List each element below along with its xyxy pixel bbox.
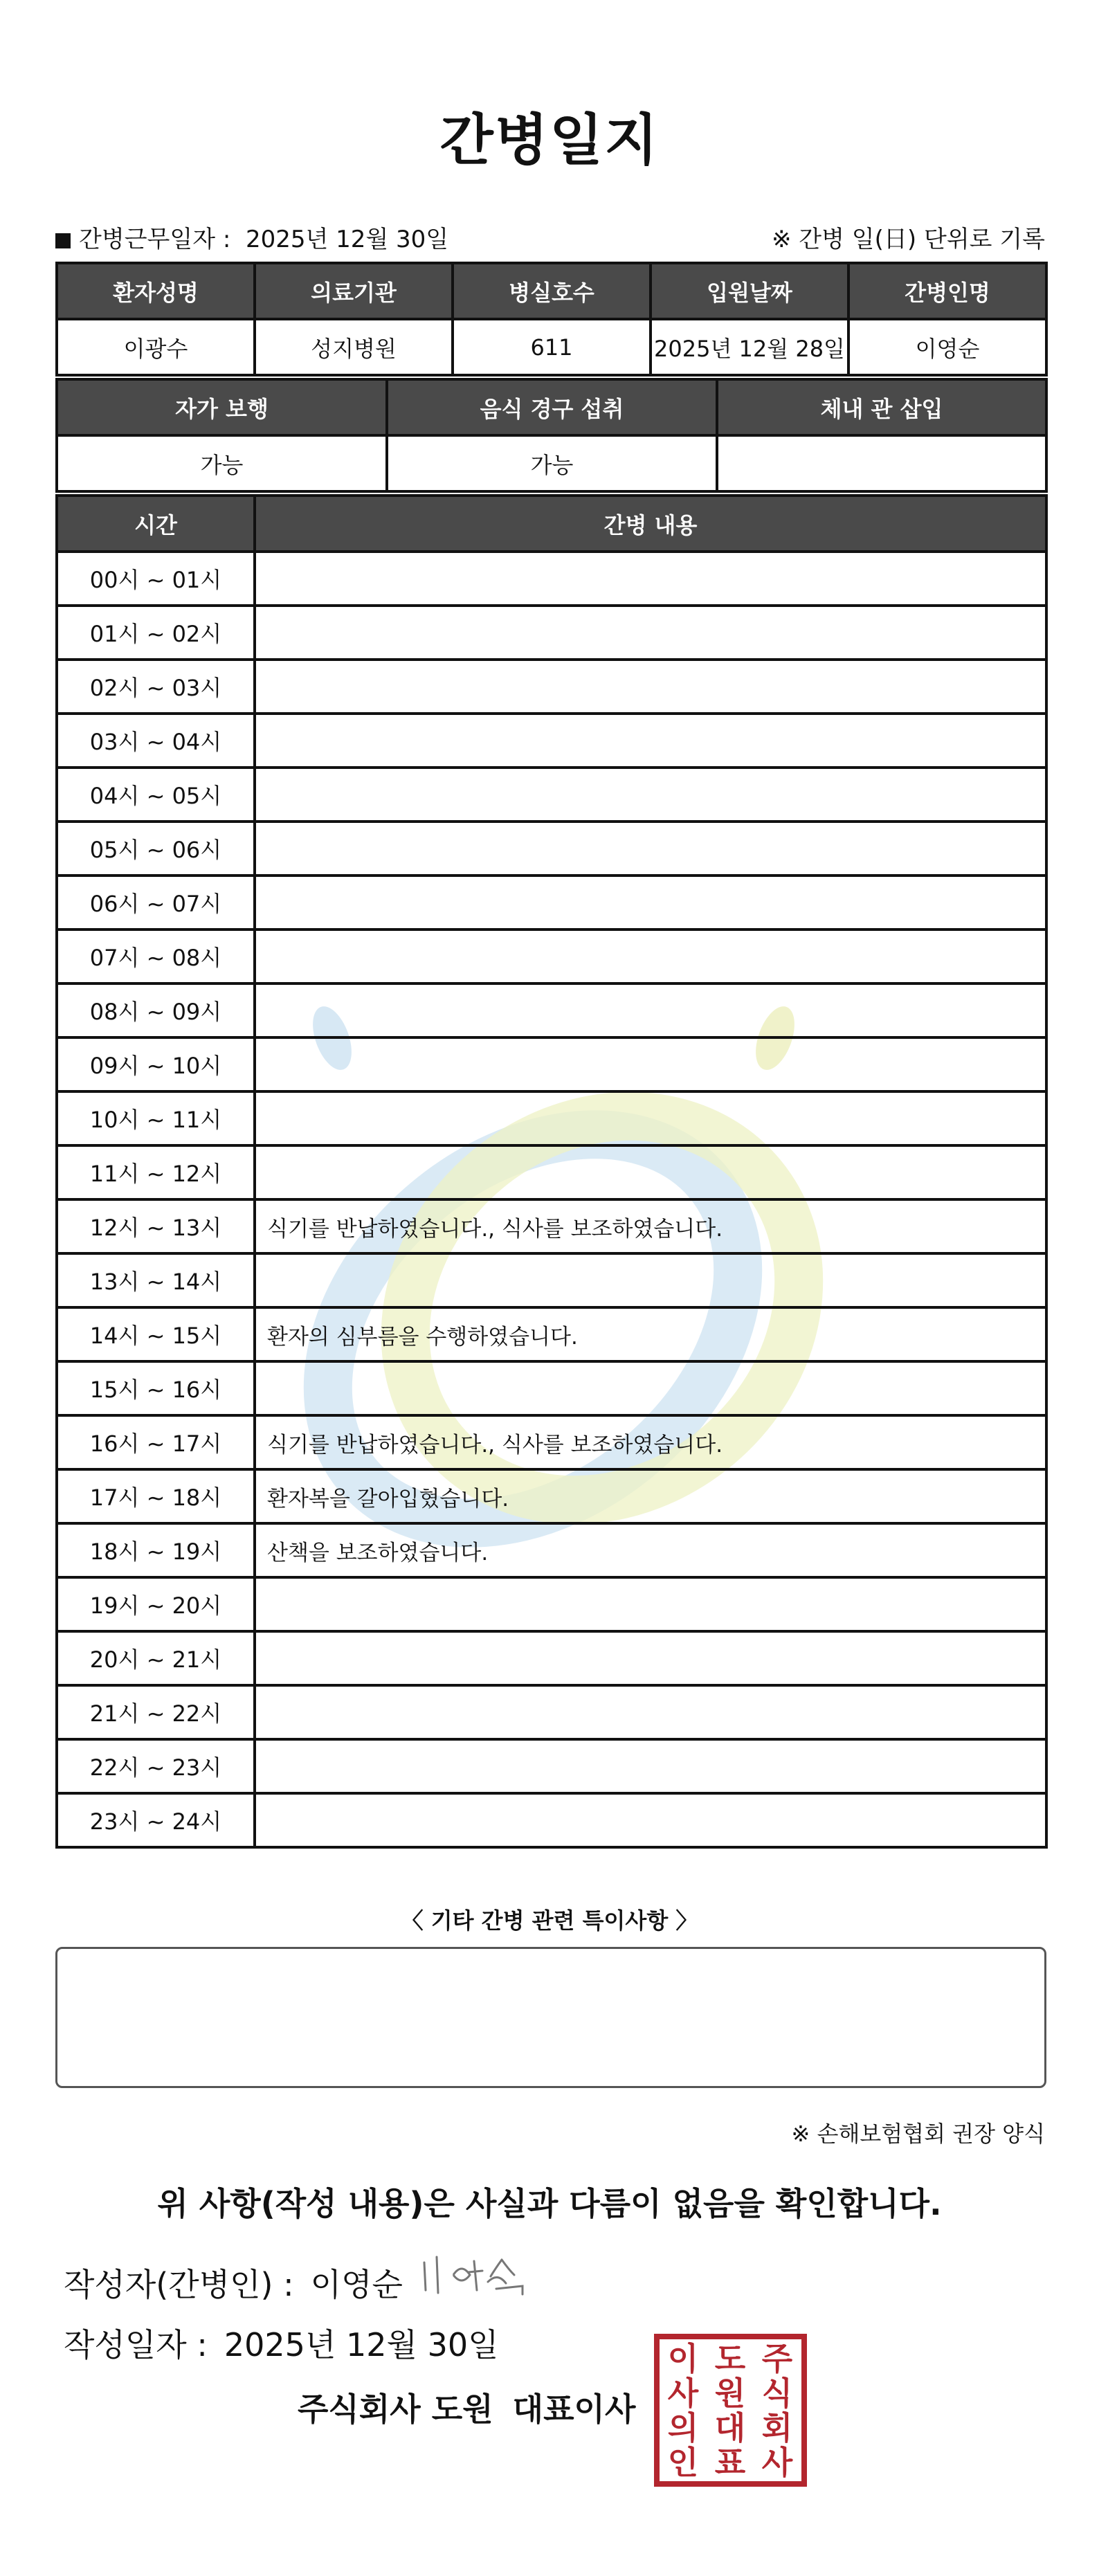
form-note: ※ 손해보험협회 권장 양식 <box>791 2121 1045 2147</box>
time-cell: 12시 ~ 13시 <box>57 1199 255 1253</box>
care-content-cell <box>255 1577 1046 1631</box>
hospital-cell: 성지병원 <box>255 319 453 375</box>
table-row <box>57 876 1046 929</box>
care-content-cell <box>255 1037 1046 1091</box>
table-row <box>57 1361 1046 1415</box>
confirmation-statement: 위 사항(작성 내용)은 사실과 다름이 없음을 확인합니다. <box>157 2185 942 2222</box>
care-content-cell <box>255 1739 1046 1793</box>
care-content-cell <box>255 876 1046 929</box>
writer-name: 이영순 <box>310 2266 403 2303</box>
time-cell: 23시 ~ 24시 <box>57 1793 255 1847</box>
care-content-cell <box>255 929 1046 983</box>
care-content-header: 간병 내용 <box>255 496 1046 552</box>
time-cell: 22시 ~ 23시 <box>57 1739 255 1793</box>
care-log-table <box>55 494 1048 1849</box>
time-cell: 10시 ~ 11시 <box>57 1091 255 1145</box>
care-content-cell <box>255 768 1046 822</box>
time-cell: 16시 ~ 17시 <box>57 1415 255 1469</box>
table-row <box>57 1685 1046 1739</box>
care-content-cell <box>255 1685 1046 1739</box>
caregiver-header: 간병인명 <box>848 263 1046 319</box>
time-cell: 08시 ~ 09시 <box>57 983 255 1037</box>
work-date-value: 2025년 12월 30일 <box>245 226 449 253</box>
company-name: 주식회사 도원 <box>298 2391 493 2428</box>
seal-char: 이 <box>667 2340 699 2377</box>
time-cell: 14시 ~ 15시 <box>57 1307 255 1361</box>
status-table <box>55 378 1048 493</box>
seal-char: 주 <box>761 2340 793 2377</box>
time-cell: 13시 ~ 14시 <box>57 1253 255 1307</box>
seal-char: 사 <box>761 2444 793 2481</box>
seal-char: 인 <box>667 2444 699 2481</box>
table-row <box>57 1793 1046 1847</box>
writer-line <box>64 2260 403 2305</box>
hospital-header: 의료기관 <box>255 263 453 319</box>
seal-char: 사 <box>667 2375 699 2412</box>
time-header: 시간 <box>57 496 255 552</box>
time-cell: 06시 ~ 07시 <box>57 876 255 929</box>
time-cell: 18시 ~ 19시 <box>57 1523 255 1577</box>
square-bullet-icon <box>55 233 71 248</box>
work-date-label: 간병근무일자 : <box>79 226 231 253</box>
seal-char: 원 <box>714 2375 746 2412</box>
walking-cell: 가능 <box>57 435 387 491</box>
seal-char: 의 <box>667 2409 699 2447</box>
table-row <box>57 1469 1046 1523</box>
care-content-cell <box>255 552 1046 606</box>
company-seal <box>653 2332 808 2488</box>
table-row <box>57 1577 1046 1631</box>
table-row <box>57 929 1046 983</box>
time-cell: 17시 ~ 18시 <box>57 1469 255 1523</box>
table-row <box>57 1523 1046 1577</box>
care-content-cell <box>255 1253 1046 1307</box>
written-date-value: 2025년 12월 30일 <box>224 2326 499 2364</box>
tube-header: 체내 관 삽입 <box>717 379 1046 435</box>
care-content-cell: 식기를 반납하였습니다., 식사를 보조하였습니다. <box>255 1415 1046 1469</box>
patient-name-cell: 이광수 <box>57 319 255 375</box>
table-row <box>57 1253 1046 1307</box>
caregiver-cell: 이영순 <box>848 319 1046 375</box>
status-header-row <box>57 379 1046 435</box>
table-row <box>57 660 1046 714</box>
work-date <box>55 220 448 254</box>
seal-char: 회 <box>761 2409 793 2447</box>
care-log-body <box>57 552 1046 1847</box>
company-title: 대표이사 <box>512 2391 636 2428</box>
time-cell: 21시 ~ 22시 <box>57 1685 255 1739</box>
admission-date-cell: 2025년 12월 28일 <box>651 319 848 375</box>
table-row <box>57 822 1046 876</box>
care-content-cell <box>255 1145 1046 1199</box>
remarks-box <box>55 1947 1046 2088</box>
care-content-cell <box>255 1361 1046 1415</box>
time-cell: 02시 ~ 03시 <box>57 660 255 714</box>
table-row <box>57 1415 1046 1469</box>
care-content-cell <box>255 1793 1046 1847</box>
seal-char: 식 <box>761 2375 793 2412</box>
care-content-cell <box>255 1631 1046 1685</box>
care-content-cell <box>255 606 1046 660</box>
time-cell: 04시 ~ 05시 <box>57 768 255 822</box>
care-content-cell: 산책을 보조하였습니다. <box>255 1523 1046 1577</box>
patient-info-value-row <box>57 319 1046 375</box>
handwritten-signature <box>419 2247 543 2303</box>
seal-char: 도 <box>714 2340 746 2377</box>
table-row <box>57 1145 1046 1199</box>
care-content-cell <box>255 660 1046 714</box>
table-row <box>57 983 1046 1037</box>
table-row <box>57 1739 1046 1793</box>
time-cell: 07시 ~ 08시 <box>57 929 255 983</box>
seal-char: 대 <box>714 2409 746 2447</box>
remarks-title: 〈 기타 간병 관련 특이사항 〉 <box>401 1907 698 1934</box>
table-row <box>57 768 1046 822</box>
tube-cell <box>717 435 1046 491</box>
table-row <box>57 1091 1046 1145</box>
walking-header: 자가 보행 <box>57 379 387 435</box>
table-row <box>57 1307 1046 1361</box>
time-cell: 01시 ~ 02시 <box>57 606 255 660</box>
care-content-cell <box>255 822 1046 876</box>
patient-name-header: 환자성명 <box>57 263 255 319</box>
care-log-header-row <box>57 496 1046 552</box>
writer-label: 작성자(간병인) : <box>64 2266 294 2303</box>
table-row <box>57 1631 1046 1685</box>
record-note: ※ 간병 일(日) 단위로 기록 <box>772 226 1045 253</box>
care-content-cell: 환자복을 갈아입혔습니다. <box>255 1469 1046 1523</box>
seal-char: 표 <box>714 2444 746 2481</box>
time-cell: 20시 ~ 21시 <box>57 1631 255 1685</box>
care-content-cell <box>255 983 1046 1037</box>
table-row <box>57 714 1046 768</box>
patient-info-header-row <box>57 263 1046 319</box>
oral-intake-header: 음식 경구 섭취 <box>387 379 717 435</box>
table-row <box>57 606 1046 660</box>
room-header: 병실호수 <box>453 263 651 319</box>
admission-date-header: 입원날짜 <box>651 263 848 319</box>
table-row <box>57 1199 1046 1253</box>
table-row <box>57 552 1046 606</box>
time-cell: 19시 ~ 20시 <box>57 1577 255 1631</box>
time-cell: 09시 ~ 10시 <box>57 1037 255 1091</box>
care-content-cell: 환자의 심부름을 수행하였습니다. <box>255 1307 1046 1361</box>
room-cell: 611 <box>453 319 651 375</box>
time-cell: 00시 ~ 01시 <box>57 552 255 606</box>
company-line <box>298 2384 635 2430</box>
time-cell: 11시 ~ 12시 <box>57 1145 255 1199</box>
care-content-cell <box>255 714 1046 768</box>
table-row <box>57 1037 1046 1091</box>
written-date-line <box>64 2320 499 2366</box>
care-content-cell <box>255 1091 1046 1145</box>
status-value-row <box>57 435 1046 491</box>
patient-info-table <box>55 262 1048 377</box>
time-cell: 15시 ~ 16시 <box>57 1361 255 1415</box>
time-cell: 05시 ~ 06시 <box>57 822 255 876</box>
written-date-label: 작성일자 : <box>64 2326 208 2364</box>
care-content-cell: 식기를 반납하였습니다., 식사를 보조하였습니다. <box>255 1199 1046 1253</box>
page-title: 간병일지 <box>439 108 660 172</box>
oral-intake-cell: 가능 <box>387 435 717 491</box>
time-cell: 03시 ~ 04시 <box>57 714 255 768</box>
